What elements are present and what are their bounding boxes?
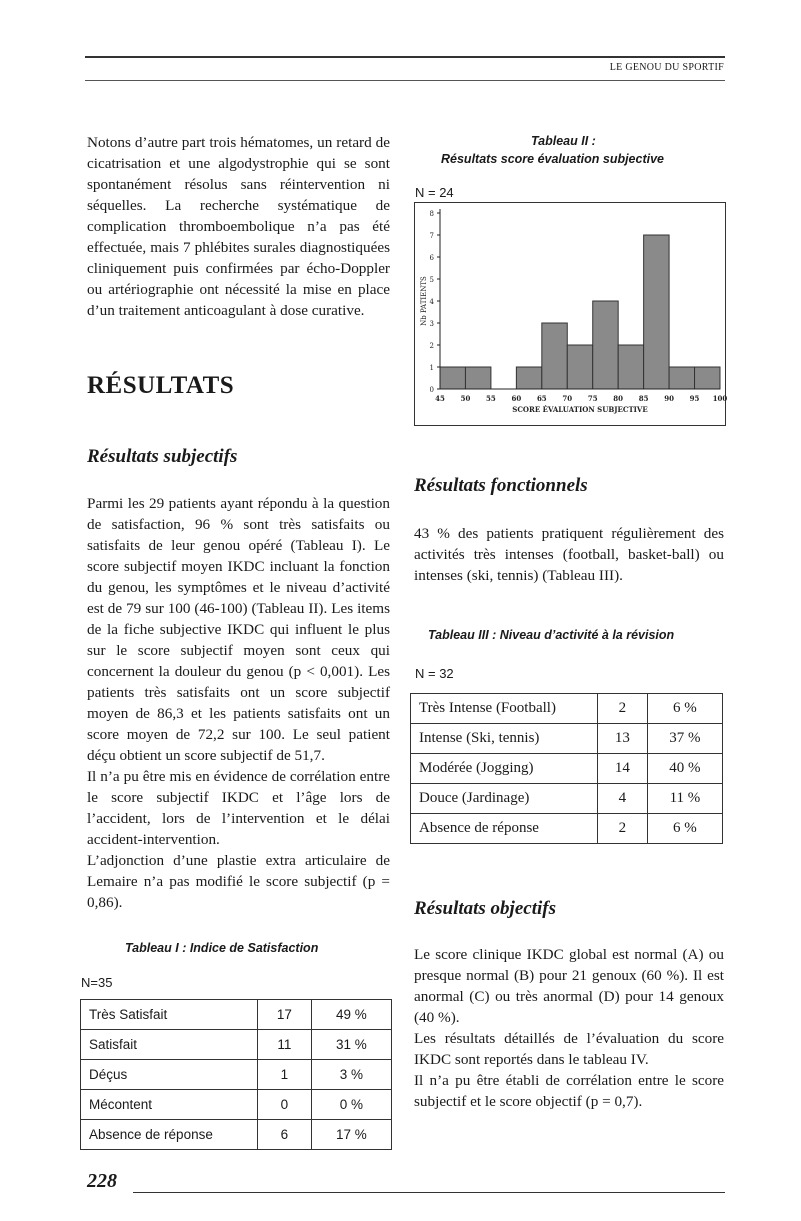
objectifs-text: [414, 944, 724, 1112]
table-row: [411, 754, 723, 784]
x-tick-label: 60: [511, 394, 522, 403]
table-cell-label: Absence de réponse: [411, 814, 598, 844]
table-cell-label: Satisfait: [81, 1030, 258, 1060]
table-cell-label: Mécontent: [81, 1090, 258, 1120]
subsection-fonctionnels: Résultats fonctionnels: [414, 475, 588, 496]
subjectifs-para-3: L’adjonction d’une plastie extra articulaire de Lemaire n’a pas modifié le score subjectif (p = 0,86).: [87, 852, 390, 911]
histogram-bar: [695, 367, 720, 389]
x-tick-label: 80: [613, 394, 624, 403]
subsection-subjectifs: Résultats subjectifs: [87, 446, 238, 467]
header-rule-top: [85, 56, 725, 58]
y-tick-label: 2: [429, 342, 434, 350]
table1-caption: Tableau I : Indice de Satisfaction: [125, 941, 319, 955]
table-row: [411, 784, 723, 814]
histogram-chart: [414, 202, 726, 426]
y-tick-label: 6: [429, 254, 434, 262]
y-tick-label: 8: [429, 210, 434, 218]
table-row: [81, 1090, 392, 1120]
table-cell-pct: 37 %: [647, 724, 722, 754]
table-cell-pct: 3 %: [311, 1060, 391, 1090]
histogram-bar: [618, 345, 643, 389]
table-cell-pct: 49 %: [311, 1000, 391, 1030]
table-cell-count: 13: [598, 724, 648, 754]
subjectifs-para-2: Il n’a pu être mis en évidence de corrélation entre le score subjectif IKDC et l’âge lors de l’accident, lors de l’intervention et le délai accident-intervention.: [87, 768, 390, 848]
table-cell-label: Très Satisfait: [81, 1000, 258, 1030]
histogram-bar: [440, 367, 465, 389]
page-number: 228: [87, 1170, 117, 1192]
histogram-bar: [567, 345, 592, 389]
table1-satisfaction: [80, 999, 392, 1150]
subjectifs-para-1: Parmi les 29 patients ayant répondu à la question de satisfaction, 96 % sont très satisfaits ou satisfaits de leur genou opéré (Tableau I). Le score subjectif moyen IKDC incluant la fonction du genou, les symptômes et le niveau d’activité est de 79 sur 100 (46-100) (Tableau II). Les items de la fiche subjective IKDC qui influent le plus sur le score subjectif moyen sont ceux qui concernent la douleur du genou (p < 0,001). Les patients très satisfaits ont un score subjectif moyen de 86,3 et les patients satisfaits ont un score moyen de 72,2 sur 100. Le seul patient déçu obtient un score subjectif de 51,7.: [87, 495, 390, 764]
table-row: [411, 814, 723, 844]
x-tick-label: 65: [536, 394, 547, 403]
table-cell-count: 0: [258, 1090, 312, 1120]
table-cell-count: 2: [598, 814, 648, 844]
x-axis-label: SCORE ÉVALUATION SUBJECTIVE: [512, 405, 648, 414]
table-cell-pct: 17 %: [311, 1120, 391, 1150]
chart-caption-1: Tableau II :: [531, 134, 596, 148]
fonctionnels-text: [414, 523, 724, 586]
objectifs-para-1: Le score clinique IKDC global est normal (A) ou presque normal (B) pour 21 genoux (60 %). Il est anormal (C) ou très anormal (D) pour 14 genoux (40 %).: [414, 946, 724, 1026]
table3-n-label: N = 32: [415, 666, 454, 681]
x-tick-label: 50: [460, 394, 471, 403]
table-cell-count: 14: [598, 754, 648, 784]
histogram-bar: [542, 323, 567, 389]
table3-caption: Tableau III : Niveau d’activité à la révision: [428, 628, 675, 642]
chart-caption-2: Résultats score évaluation subjective: [441, 152, 665, 166]
table-cell-label: Modérée (Jogging): [411, 754, 598, 784]
table-cell-pct: 31 %: [311, 1030, 391, 1060]
table-row: [411, 694, 723, 724]
table-cell-pct: 40 %: [647, 754, 722, 784]
subjectifs-text: [87, 493, 390, 913]
table-cell-count: 17: [258, 1000, 312, 1030]
table-row: [81, 1030, 392, 1060]
chart-n-label: N = 24: [415, 185, 454, 200]
table-cell-label: Très Intense (Football): [411, 694, 598, 724]
histogram-bar: [644, 235, 669, 389]
table-cell-label: Intense (Ski, tennis): [411, 724, 598, 754]
table-row: [81, 1060, 392, 1090]
y-tick-label: 0: [429, 386, 434, 394]
histogram-bar: [465, 367, 490, 389]
table-row: [81, 1120, 392, 1150]
section-title: RÉSULTATS: [87, 372, 235, 399]
objectifs-para-3: Il n’a pu être établi de corrélation entre le score subjectif et le score objectif (p = 0,7).: [414, 1072, 724, 1110]
y-axis-label: Nb PATIENTS: [420, 276, 428, 326]
x-tick-label: 45: [435, 394, 445, 403]
histogram-bar: [669, 367, 694, 389]
intro-text: Notons d’autre part trois hématomes, un retard de cicatrisation et une algodystrophie qui se sont spontanément résolus sans réintervention ni séquelles. La recherche systématique de complication thromboembolique n’a pas été effectuée, mais 7 phlébites surales diagnostiquées cliniquement puis confirmées par écho-Doppler ou artériographie ont nécessité la mise en place d’un traitement anticoagulant à dose curative.: [87, 134, 390, 319]
table-cell-pct: 0 %: [311, 1090, 391, 1120]
y-tick-label: 3: [429, 320, 434, 328]
y-tick-label: 4: [429, 298, 434, 306]
histogram-bar: [516, 367, 541, 389]
x-tick-label: 100: [712, 394, 728, 403]
x-tick-label: 70: [562, 394, 573, 403]
table-cell-count: 2: [598, 694, 648, 724]
table-cell-count: 11: [258, 1030, 312, 1060]
table-cell-label: Absence de réponse: [81, 1120, 258, 1150]
table-cell-label: Douce (Jardinage): [411, 784, 598, 814]
table-cell-count: 6: [258, 1120, 312, 1150]
y-tick-label: 1: [429, 364, 434, 372]
header-rule-bottom: [85, 80, 725, 81]
x-tick-label: 55: [486, 394, 496, 403]
subsection-objectifs: Résultats objectifs: [414, 898, 556, 919]
x-tick-label: 90: [664, 394, 674, 403]
table-cell-count: 4: [598, 784, 648, 814]
y-tick-label: 7: [429, 232, 434, 240]
intro-paragraph: [87, 132, 390, 321]
table-cell-pct: 11 %: [647, 784, 722, 814]
table-cell-pct: 6 %: [647, 814, 722, 844]
x-tick-label: 75: [587, 394, 598, 403]
y-tick-label: 5: [429, 276, 434, 284]
table-cell-pct: 6 %: [647, 694, 722, 724]
table3-activity: [410, 693, 723, 844]
running-title: LE GENOU DU SPORTIF: [609, 62, 724, 73]
footer-rule: [133, 1192, 725, 1193]
table1-n-label: N=35: [81, 975, 113, 990]
table-cell-count: 1: [258, 1060, 312, 1090]
histogram-bar: [593, 301, 618, 389]
x-tick-label: 95: [689, 394, 700, 403]
table-row: [81, 1000, 392, 1030]
fonctionnels-para: 43 % des patients pratiquent régulièrement des activités très intenses (football, basket-ball) ou intenses (ski, tennis) (Tableau III).: [414, 525, 724, 584]
objectifs-para-2: Les résultats détaillés de l’évaluation du score IKDC sont reportés dans le tableau IV.: [414, 1030, 724, 1068]
histogram-svg: [415, 203, 728, 425]
table-row: [411, 724, 723, 754]
x-tick-label: 85: [638, 394, 649, 403]
table-cell-label: Déçus: [81, 1060, 258, 1090]
